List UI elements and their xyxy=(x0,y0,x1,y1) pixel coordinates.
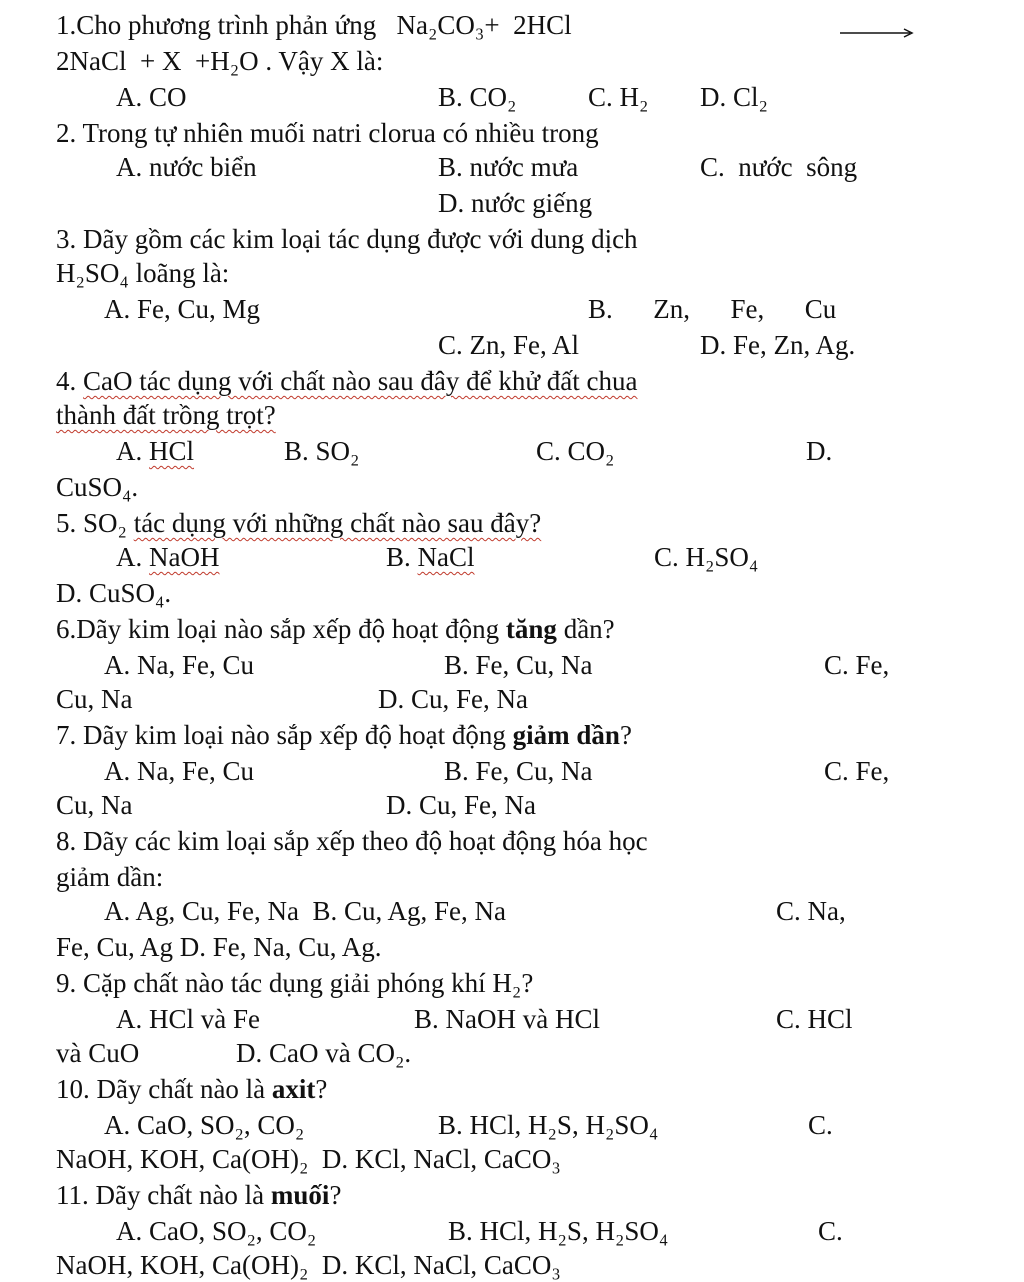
line-text: A. CaO, SO₂, CO₂ xyxy=(104,1110,305,1140)
line-text: C. Na, xyxy=(776,896,846,926)
text-line xyxy=(56,718,632,752)
line-text: D. CuSO₄. xyxy=(56,578,172,608)
text-line xyxy=(104,1108,304,1142)
text-line xyxy=(776,894,846,928)
text-line xyxy=(104,894,506,928)
text-line xyxy=(700,328,855,362)
line-text-tail: ? xyxy=(315,1074,328,1104)
text-line xyxy=(444,754,593,788)
spellcheck-underlined-text: HCl xyxy=(149,436,195,466)
text-line xyxy=(56,966,533,1000)
text-line xyxy=(438,186,592,220)
text-line xyxy=(438,80,516,114)
line-text: 9. Cặp chất nào tác dụng giải phóng khí H₂? xyxy=(56,968,534,998)
line-text: A. Na, Fe, Cu xyxy=(104,650,254,680)
line-text: A. xyxy=(116,542,149,572)
reaction-arrow-icon xyxy=(840,28,915,38)
text-line xyxy=(116,150,257,184)
line-text: 1.Cho phương trình phản ứng Na₂CO₃+ 2HCl xyxy=(56,10,579,40)
line-text: C. H₂ xyxy=(588,82,649,112)
line-text: 2. Trong tự nhiên muối natri clorua có nhiều trong xyxy=(56,118,599,148)
line-text: 3. Dãy gồm các kim loại tác dụng được với dung dịch xyxy=(56,224,638,254)
text-line xyxy=(56,364,638,398)
emphasis-text: tăng xyxy=(505,614,557,644)
line-text: B. NaOH và HCl xyxy=(414,1004,600,1034)
line-text-tail: dần? xyxy=(556,614,615,644)
line-text: A. HCl và Fe xyxy=(116,1004,260,1034)
text-line xyxy=(56,506,541,540)
line-text: giảm dần: xyxy=(56,862,164,892)
line-text: B. Fe, Cu, Na xyxy=(444,650,593,680)
line-text: C. H₂SO₄ xyxy=(654,542,759,572)
text-line xyxy=(818,1214,843,1248)
text-line xyxy=(56,1248,561,1282)
text-line xyxy=(104,754,254,788)
text-line xyxy=(116,434,194,468)
line-text: C. xyxy=(808,1110,833,1140)
line-text: C. HCl xyxy=(776,1004,853,1034)
line-text: và CuO xyxy=(56,1038,140,1068)
line-text: D. Cl₂ xyxy=(700,82,768,112)
emphasis-text: giảm dần xyxy=(512,720,620,750)
line-text: A. Fe, Cu, Mg xyxy=(104,294,261,324)
text-line xyxy=(386,540,475,574)
line-text: A. CaO, SO₂, CO₂ xyxy=(116,1216,317,1246)
line-text: A. Ag, Cu, Fe, Na B. Cu, Ag, Fe, Na xyxy=(104,896,507,926)
text-line xyxy=(808,1108,833,1142)
text-line xyxy=(588,292,836,326)
line-text: D. CaO và CO₂. xyxy=(236,1038,412,1068)
line-text: C. CO₂ xyxy=(536,436,615,466)
line-text: B. HCl, H₂S, H₂SO₄ xyxy=(448,1216,669,1246)
line-text: 4. xyxy=(56,366,83,396)
text-line xyxy=(776,1002,853,1036)
line-text: C. Fe, xyxy=(824,650,890,680)
spellcheck-underlined-text: NaCl xyxy=(417,542,475,572)
text-line xyxy=(236,1036,411,1070)
line-text: D. Cu, Fe, Na xyxy=(378,684,528,714)
line-text: 10. Dãy chất nào là xyxy=(56,1074,272,1104)
line-text: NaOH, KOH, Ca(OH)₂ D. KCl, NaCl, CaCO₃ xyxy=(56,1250,561,1280)
text-line xyxy=(56,44,383,78)
text-line xyxy=(56,612,615,646)
text-line xyxy=(116,1214,316,1248)
line-text: D. Cu, Fe, Na xyxy=(386,790,536,820)
text-line xyxy=(700,150,857,184)
line-text: B. HCl, H₂S, H₂SO₄ xyxy=(438,1110,659,1140)
text-line xyxy=(700,80,768,114)
line-text: B. xyxy=(386,542,418,572)
line-text: D. xyxy=(806,436,833,466)
text-line xyxy=(56,824,648,858)
text-line xyxy=(56,1036,139,1070)
text-line xyxy=(56,1142,561,1176)
text-line xyxy=(56,788,133,822)
text-line xyxy=(806,434,832,468)
line-text: 8. Dãy các kim loại sắp xếp theo độ hoạt động hóa học xyxy=(56,826,648,856)
text-line xyxy=(116,80,187,114)
text-line xyxy=(116,540,219,574)
text-line xyxy=(824,754,889,788)
text-line xyxy=(386,788,536,822)
line-text: B. SO₂ xyxy=(284,436,360,466)
text-line xyxy=(438,328,579,362)
text-line xyxy=(536,434,614,468)
text-line xyxy=(56,1072,327,1106)
text-line xyxy=(56,682,133,716)
line-text: C. xyxy=(818,1216,843,1246)
text-line xyxy=(116,1002,260,1036)
line-text: Cu, Na xyxy=(56,790,133,820)
text-line xyxy=(56,860,163,894)
line-text: NaOH, KOH, Ca(OH)₂ D. KCl, NaCl, CaCO₃ xyxy=(56,1144,561,1174)
line-text: B. nước mưa xyxy=(438,152,579,182)
line-text: H₂SO₄ loãng là: xyxy=(56,258,230,288)
line-text-tail: ? xyxy=(329,1180,342,1210)
text-line xyxy=(56,222,638,256)
line-text: C. nước sông xyxy=(700,152,858,182)
line-text: 6.Dãy kim loại nào sắp xếp độ hoạt động xyxy=(56,614,506,644)
text-line xyxy=(588,80,648,114)
spellcheck-underlined-text: CaO tác dụng với chất nào sau đây để khử đất chua xyxy=(83,366,638,396)
line-text: Cu, Na xyxy=(56,684,133,714)
text-line xyxy=(56,398,276,432)
line-text: 2NaCl + X +H₂O . Vậy X là: xyxy=(56,46,384,76)
line-text: 11. Dãy chất nào là xyxy=(56,1180,271,1210)
line-text: B. Fe, Cu, Na xyxy=(444,756,593,786)
line-text-tail: ? xyxy=(619,720,632,750)
line-text: CuSO₄. xyxy=(56,472,139,502)
line-text: 5. SO₂ xyxy=(56,508,134,538)
line-text: 7. Dãy kim loại nào sắp xếp độ hoạt động xyxy=(56,720,513,750)
text-line xyxy=(654,540,758,574)
text-line xyxy=(378,682,528,716)
text-line xyxy=(824,648,889,682)
text-line xyxy=(56,1178,341,1212)
line-text: A. nước biển xyxy=(116,152,257,182)
line-text: B. CO₂ xyxy=(438,82,517,112)
line-text: Fe, Cu, Ag D. Fe, Na, Cu, Ag. xyxy=(56,932,382,962)
text-line xyxy=(56,576,171,610)
text-line xyxy=(284,434,359,468)
text-line xyxy=(444,648,593,682)
emphasis-text: axit xyxy=(271,1074,316,1104)
emphasis-text: muối xyxy=(270,1180,330,1210)
text-line xyxy=(104,292,260,326)
line-text: C. Zn, Fe, Al xyxy=(438,330,580,360)
spellcheck-underlined-text: thành đất trồng trọt? xyxy=(56,400,276,430)
line-text: B. Zn, Fe, Cu xyxy=(588,294,837,324)
line-text: D. nước giếng xyxy=(438,188,593,218)
spellcheck-underlined-text: tác dụng với những chất nào sau đây? xyxy=(133,508,542,538)
text-line xyxy=(56,116,599,150)
text-line xyxy=(56,256,229,290)
line-text: A. CO xyxy=(116,82,187,112)
line-text: D. Fe, Zn, Ag. xyxy=(700,330,856,360)
text-line xyxy=(448,1214,668,1248)
line-text: C. Fe, xyxy=(824,756,890,786)
line-text: A. Na, Fe, Cu xyxy=(104,756,254,786)
text-line xyxy=(56,930,382,964)
text-line xyxy=(414,1002,600,1036)
line-text: A. xyxy=(116,436,149,466)
spellcheck-underlined-text: NaOH xyxy=(149,542,220,572)
text-line xyxy=(56,8,578,42)
text-line xyxy=(104,648,254,682)
text-line xyxy=(56,470,138,504)
text-line xyxy=(438,150,578,184)
text-line xyxy=(438,1108,658,1142)
